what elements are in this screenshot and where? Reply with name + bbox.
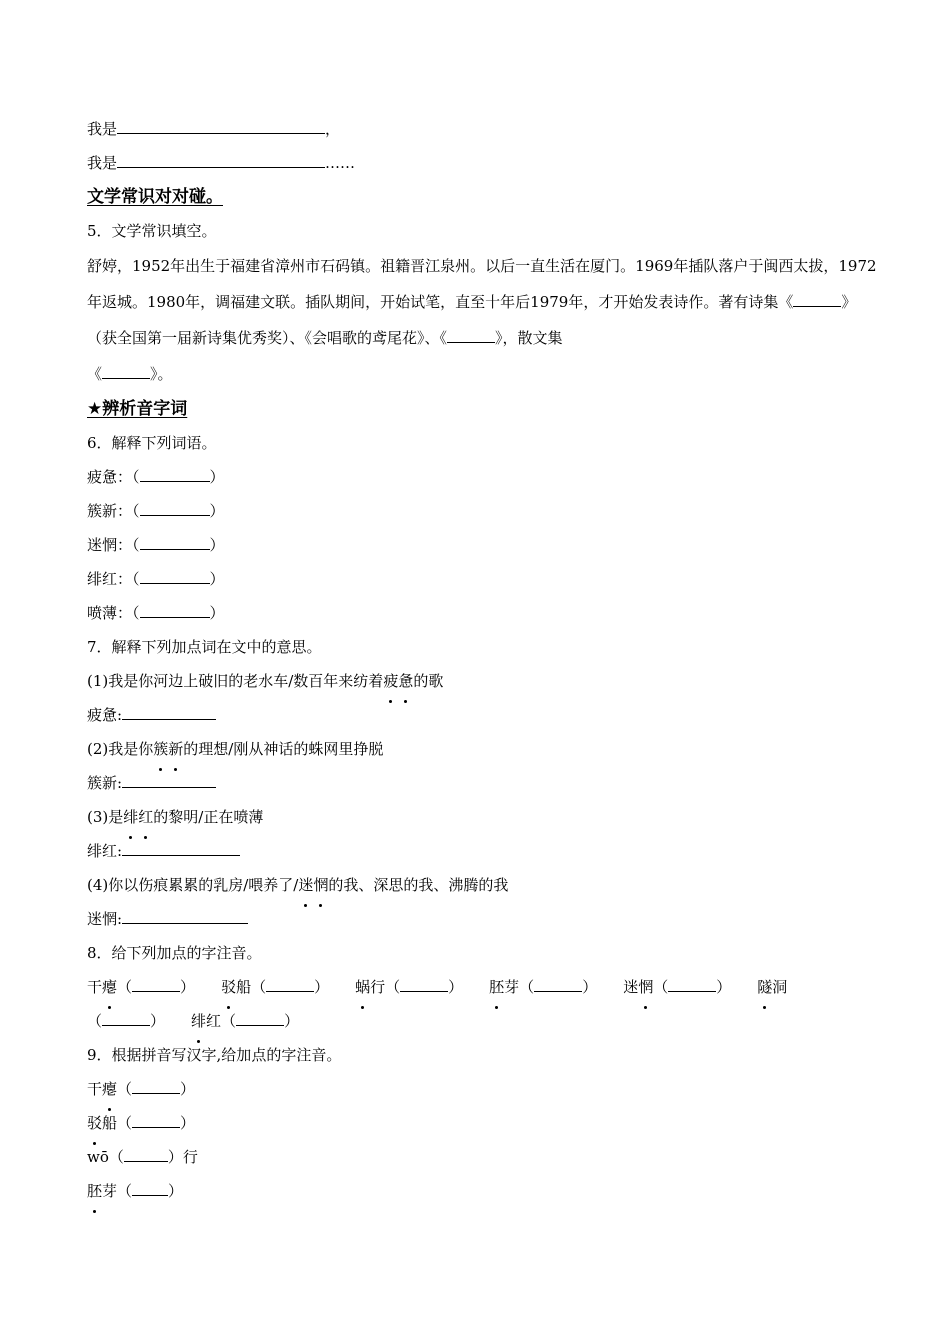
paren-close: ） (314, 978, 330, 996)
word-char: （ (117, 978, 133, 996)
answer-blank[interactable] (132, 1180, 168, 1196)
q8-stem: 8．给下列加点的字注音。 (87, 944, 262, 962)
dotted-char: 疲 (383, 664, 398, 698)
dotted-char: 簇 (153, 732, 168, 766)
q7-sentence-1 (87, 664, 877, 698)
word-char: 船（ (236, 978, 267, 996)
q9-item (87, 1106, 877, 1140)
q6-item (87, 562, 877, 596)
answer-blank[interactable] (132, 1112, 180, 1128)
dotted-char: 绯 (191, 1004, 206, 1038)
q6-stem: 6．解释下列词语。 (87, 434, 217, 452)
section-title-words: ★辨析音字词 (87, 399, 188, 419)
paren-close: ） (180, 1114, 196, 1132)
q9-stem: 9．根据拼音写汉字,给加点的字注音。 (87, 1046, 342, 1064)
paren-close: ） (209, 604, 225, 622)
sentence-text: 的黎明/正在喷薄 (153, 808, 264, 826)
paren-close: ） (180, 1080, 196, 1098)
word-char: 干 (87, 1080, 103, 1098)
answer-label: 簇新: (87, 774, 123, 792)
q5-text: 》（获全国第一届新诗集优秀奖）、《会唱歌的鸢尾花》、《 (87, 293, 857, 347)
dotted-char: 驳 (87, 1106, 102, 1140)
q7-answer-2 (87, 766, 877, 800)
q7-answer-3 (87, 834, 877, 868)
paren-close: ） (168, 1182, 184, 1200)
dotted-char: 胚 (87, 1174, 102, 1208)
q5-stem: 5．文学常识填空。 (87, 222, 217, 240)
paren-close: ） (582, 978, 598, 996)
sentence-text: (2)我是你 (87, 740, 154, 758)
q6-item (87, 494, 877, 528)
q9-item (87, 1174, 877, 1208)
answer-blank[interactable] (668, 976, 716, 992)
paren-close: ） (716, 978, 732, 996)
q8-row-1 (87, 970, 877, 1004)
answer-blank[interactable] (266, 976, 314, 992)
answer-blank[interactable] (124, 1146, 168, 1162)
dotted-char: 红 (138, 800, 153, 834)
q6-word: 疲惫：（ (87, 468, 140, 486)
paren-close: ） (209, 502, 225, 520)
answer-blank[interactable] (117, 118, 325, 134)
dotted-char: 隧 (757, 970, 772, 1004)
paren-close: ） (209, 570, 225, 588)
q7-sentence-4 (87, 868, 877, 902)
answer-blank[interactable] (447, 327, 495, 343)
sentence-text: (4)你以伤痕累累的乳房/喂养了/ (87, 876, 299, 894)
q7-sentence-3 (87, 800, 877, 834)
answer-blank[interactable] (140, 568, 210, 584)
answer-blank[interactable] (140, 534, 210, 550)
q6-word: 喷薄：（ (87, 604, 140, 622)
paren-close: ） (209, 536, 225, 554)
q5-paragraph (87, 248, 877, 392)
paren-close: ） (180, 978, 196, 996)
word-char: 行（ (370, 978, 401, 996)
word-char: 洞 (772, 978, 788, 996)
q6-word: 迷惘：（ (87, 536, 140, 554)
word-char: 芽（ (102, 1182, 133, 1200)
paren-close: ） (150, 1012, 166, 1030)
q6-item (87, 528, 877, 562)
word-char: ）行 (167, 1148, 198, 1166)
word-char: （ (117, 1080, 133, 1098)
q9-item (87, 1072, 877, 1106)
q6-word: 绯红：（ (87, 570, 140, 588)
paren-close: ） (209, 468, 225, 486)
q5-text: 》，散文集 (495, 329, 563, 347)
answer-blank[interactable] (122, 704, 216, 720)
intro-suffix: …… (325, 154, 356, 172)
answer-blank[interactable] (534, 976, 582, 992)
section-title-literature: 文学常识对对碰。 (87, 187, 223, 207)
answer-blank[interactable] (122, 840, 240, 856)
sentence-text: 的理想/刚从神话的蛛网里挣脱 (183, 740, 384, 758)
answer-blank[interactable] (132, 1078, 180, 1094)
q9-item (87, 1140, 877, 1174)
answer-label: 绯红: (87, 842, 123, 860)
answer-blank[interactable] (400, 976, 448, 992)
word-char: 芽（ (504, 978, 535, 996)
q6-item (87, 596, 877, 630)
q6-item (87, 460, 877, 494)
paren-open: （ (87, 1012, 103, 1030)
answer-blank[interactable] (102, 1010, 150, 1026)
dotted-char: 绯 (123, 800, 138, 834)
q7-stem: 7．解释下列加点词在文中的意思。 (87, 638, 322, 656)
word-char: 红（ (206, 1012, 237, 1030)
dotted-char: 惘 (638, 970, 653, 1004)
answer-blank[interactable] (140, 466, 210, 482)
worksheet-page (87, 112, 877, 1208)
dotted-char: 迷 (298, 868, 313, 902)
answer-blank[interactable] (140, 500, 210, 516)
answer-blank[interactable] (140, 602, 210, 618)
intro-line-2 (87, 146, 877, 180)
intro-prefix: 我是 (87, 120, 118, 138)
q6-word: 簇新：（ (87, 502, 140, 520)
sentence-text: 的歌 (413, 672, 444, 690)
answer-blank[interactable] (132, 976, 180, 992)
word-char: （ (653, 978, 669, 996)
answer-blank[interactable] (236, 1010, 284, 1026)
sentence-text: 的我、深思的我、沸腾的我 (328, 876, 509, 894)
dotted-char: 驳 (221, 970, 236, 1004)
answer-blank[interactable] (117, 152, 325, 168)
answer-blank[interactable] (122, 908, 248, 924)
dotted-char: 胚 (489, 970, 504, 1004)
paren-close: ） (284, 1012, 300, 1030)
dotted-char: 瘪 (102, 1072, 117, 1106)
answer-blank[interactable] (102, 363, 150, 379)
answer-blank[interactable] (793, 291, 841, 307)
q5-text: 舒婷，1952年出生于福建省漳州市石码镇。祖籍晋江泉州。以后一直生活在厦门。1969年插队落户于闽西太拔，1972年返城。1980年，调福建文联。插队期间，开始试笔，直至十年后1979年，才开始发表诗作。著有诗集《 (87, 257, 877, 311)
intro-line-1 (87, 112, 877, 146)
pinyin-text: wō（ (87, 1148, 124, 1166)
dotted-char: 新 (168, 732, 183, 766)
answer-blank[interactable] (122, 772, 216, 788)
word-char: 迷 (623, 978, 639, 996)
answer-label: 疲惫: (87, 706, 123, 724)
q5-text: 《 (87, 365, 103, 383)
sentence-text: (1)我是你河边上破旧的老水车/数百年来纺着 (87, 672, 384, 690)
paren-close: ） (448, 978, 464, 996)
dotted-char: 瘪 (102, 970, 117, 1004)
sentence-text: (3)是 (87, 808, 124, 826)
q8-row-2 (87, 1004, 877, 1038)
dotted-char: 蜗 (355, 970, 370, 1004)
q7-answer-1 (87, 698, 877, 732)
q7-sentence-2 (87, 732, 877, 766)
q5-text: 》。 (150, 365, 173, 383)
q7-answer-4 (87, 902, 877, 936)
word-char: 干 (87, 978, 103, 996)
answer-label: 迷惘: (87, 910, 123, 928)
intro-suffix: ， (325, 120, 341, 138)
dotted-char: 惘 (313, 868, 328, 902)
dotted-char: 惫 (398, 664, 413, 698)
intro-prefix: 我是 (87, 154, 118, 172)
word-char: 船（ (102, 1114, 133, 1132)
